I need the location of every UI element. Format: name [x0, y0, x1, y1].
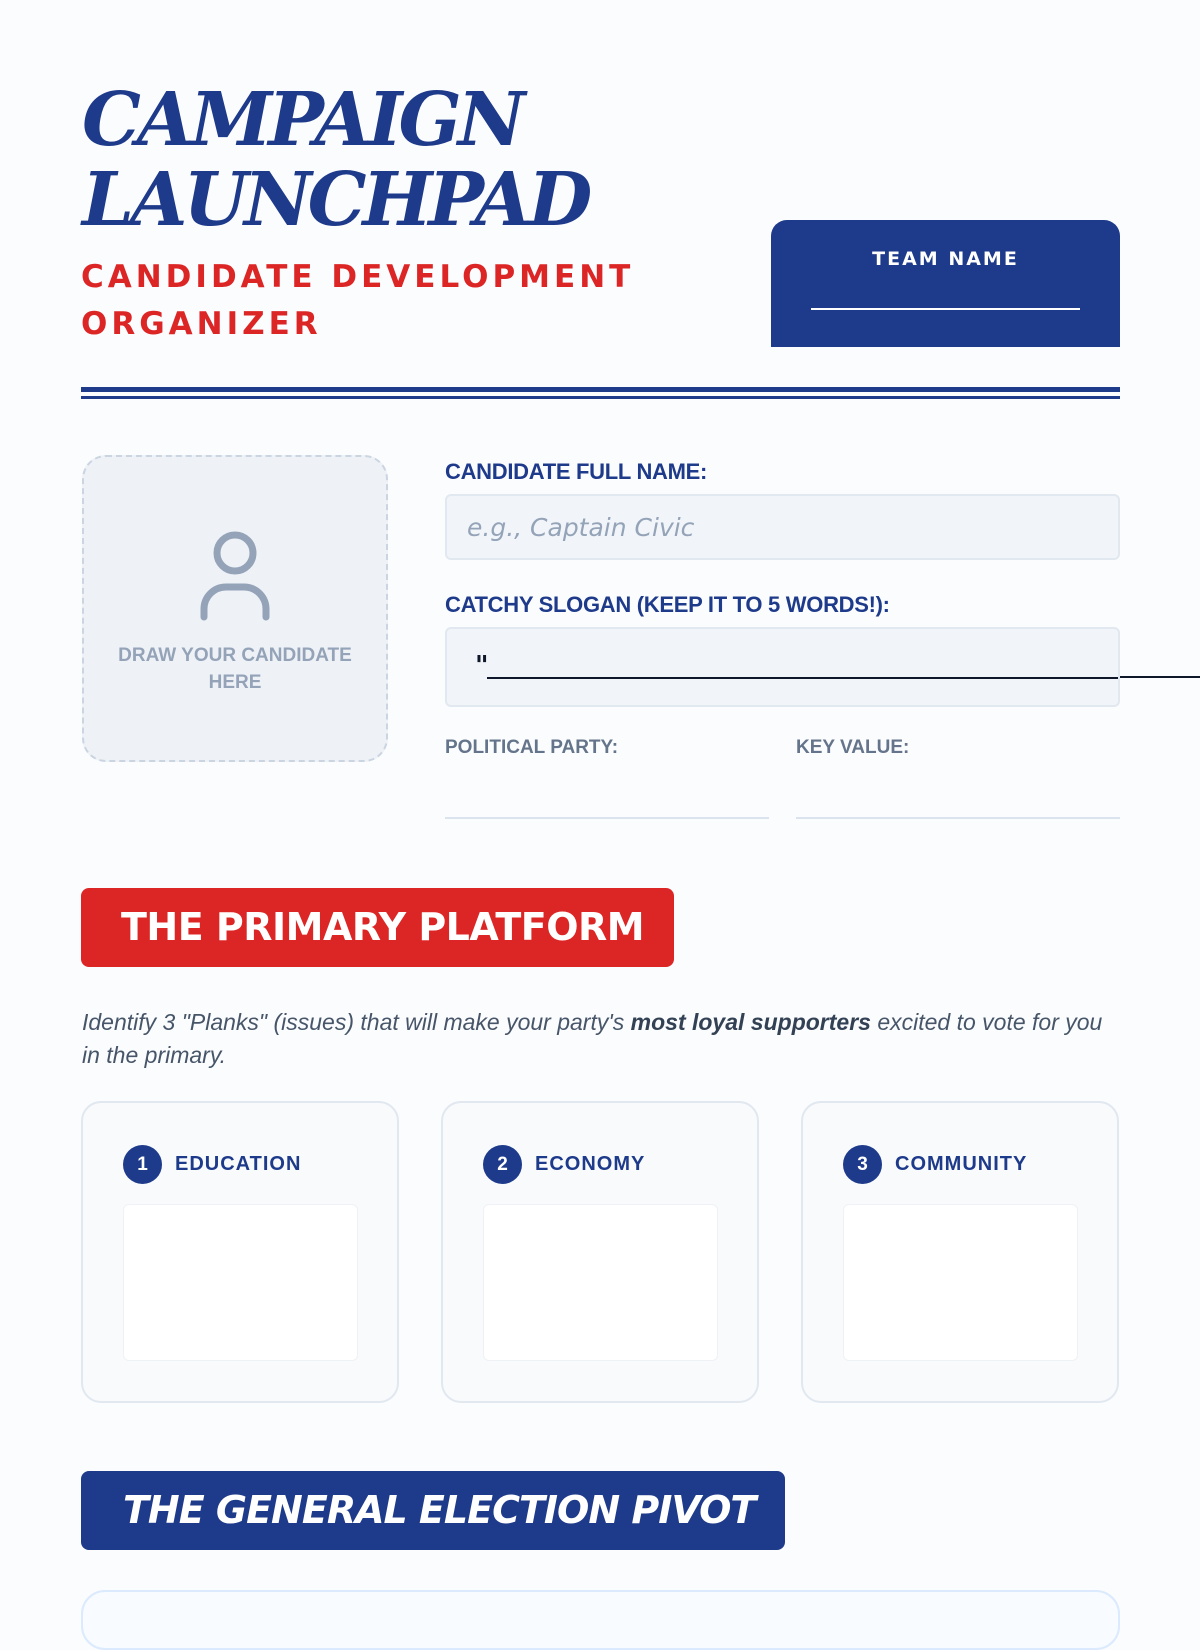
- plank-number-badge: 3: [843, 1145, 882, 1184]
- plank-title: EDUCATION: [175, 1153, 302, 1175]
- full-name-label: CANDIDATE FULL NAME:: [445, 459, 708, 484]
- slogan-underline-overflow: [1120, 676, 1200, 678]
- title-line-1: CAMPAIGN: [82, 77, 522, 163]
- team-name-label: TEAM NAME: [872, 248, 1019, 270]
- plank-card-economy: [441, 1101, 759, 1403]
- plank-title: COMMUNITY: [895, 1153, 1028, 1175]
- plank-writing-area[interactable]: [483, 1204, 718, 1361]
- intro-text-bold: most loyal supporters: [630, 1009, 871, 1035]
- header-divider-thick: [81, 387, 1120, 392]
- full-name-input[interactable]: [445, 494, 1120, 560]
- primary-platform-heading: THE PRIMARY PLATFORM: [81, 888, 674, 967]
- header-divider-thin: [81, 396, 1120, 399]
- party-label: POLITICAL PARTY:: [445, 737, 619, 758]
- plank-title: ECONOMY: [535, 1153, 646, 1175]
- page-title: [82, 77, 589, 243]
- key-value-write-line[interactable]: [796, 817, 1120, 819]
- plank-writing-area[interactable]: [123, 1204, 358, 1361]
- slogan-field[interactable]: [445, 627, 1120, 707]
- plank-card-community: [801, 1101, 1119, 1403]
- slogan-label: CATCHY SLOGAN (KEEP IT TO 5 WORDS!):: [445, 592, 890, 617]
- title-line-2: LAUNCHPAD: [82, 157, 589, 243]
- slogan-underline: [487, 677, 1118, 679]
- plank-writing-area[interactable]: [843, 1204, 1078, 1361]
- plank-card-education: [81, 1101, 399, 1403]
- team-name-box: [771, 220, 1120, 347]
- party-write-line[interactable]: [445, 817, 769, 819]
- candidate-drawing-area[interactable]: [82, 455, 388, 762]
- user-icon: [199, 529, 271, 621]
- general-election-card: [81, 1590, 1120, 1650]
- intro-text-start: Identify 3 "Planks" (issues) that will make your party's: [82, 1009, 625, 1035]
- page-subtitle: CANDIDATE DEVELOPMENT ORGANIZER: [81, 259, 635, 342]
- primary-intro: [82, 1006, 1122, 1072]
- team-name-write-line[interactable]: [811, 308, 1080, 310]
- general-election-heading: THE GENERAL ELECTION PIVOT: [81, 1471, 785, 1550]
- intro-text-end: excited to vote for you in the primary.: [82, 1009, 1103, 1068]
- drawing-area-label: DRAW YOUR CANDIDATE HERE: [118, 645, 352, 693]
- plank-number-badge: 2: [483, 1145, 522, 1184]
- key-value-label: KEY VALUE:: [796, 737, 910, 758]
- plank-number-badge: 1: [123, 1145, 162, 1184]
- slogan-text: ": [475, 651, 489, 681]
